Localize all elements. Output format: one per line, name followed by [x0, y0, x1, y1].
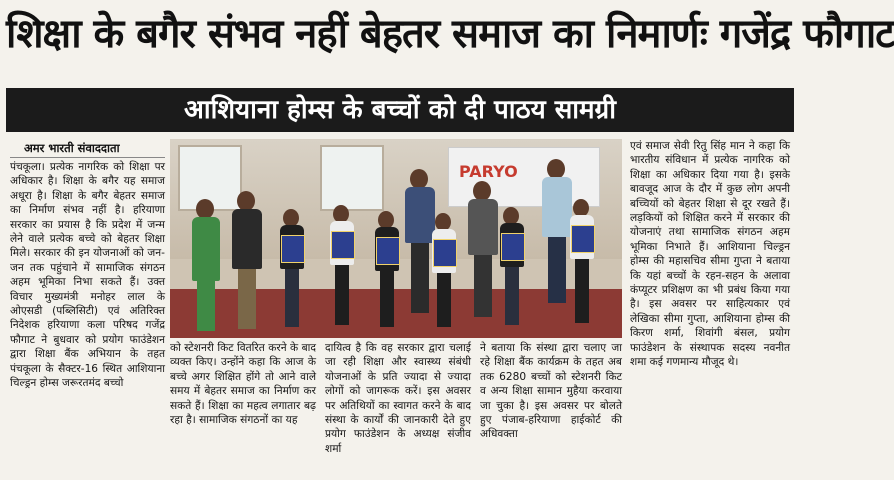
- photo-window: [320, 145, 384, 211]
- subheadline: आशियाना होम्स के बच्चों को दी पाठय सामग्री: [184, 95, 616, 125]
- headline: शिक्षा के बगैर संभव नहीं बेहतर समाज का निमार्णः गजेंद्र फौगाट: [6, 11, 894, 57]
- column-5-text: एवं समाज सेवी रितु सिंह मान ने कहा कि भारतीय संविधान में प्रत्येक नागरिक को शिक्षा का अधिकार दिया गया है। इसके बावजूद आज के दौर में कुछ लोग अपनी बच्चियों को बेहतर शिक्षा से दूर रखते हैं। लड़कियों को शिक्षित करने में सरकार की योजनाएं तथा सामाजिक संगठन अहम भूमिका निभाते हैं। आशियाना चिल्ड्रन होम्स की महासचिव सीमा गुप्ता ने बताया कि यहां बच्चों के रहन-सहन के अलावा कंप्यूटर प्रशिक्षण का भी प्रबंध किया गया है। इस अवसर पर साहित्यकार एवं लेखिका सीमा गुप्ता, आशियाना होम्स की किरण शर्मा, शिवांगी बंसल, प्रयोग फाउंडेशन के संस्थापक सदस्य नवनीत शमा कई गणमान्य मौजूद थे।: [630, 140, 790, 369]
- column-4-text: ने बताया कि संस्था द्वारा चलाए जा रहे शिक्षा बैंक कार्यक्रम के तहत अब तक 6280 बच्चों को स्टेशनरी किट व अन्य शिक्षा सामान मुहैया करवाया जा चुका है। इस अवसर पर बोलते हुए पंजाब-हरियाणा हाईकोर्ट की अधिवक्ता: [480, 342, 622, 441]
- photo-banner-text: PARYO: [459, 162, 518, 181]
- article-column-3: [325, 341, 471, 478]
- article-column-5: [630, 139, 790, 478]
- column-3-text: दायित्व है कि वह सरकार द्वारा चलाई जा रही शिक्षा और स्वास्थ्य संबंधी योजनाओं के प्रति ज्यादा से ज्यादा लोगों को जागरूक करें। इस अवसर पर अतिथियों का स्वागत करने के बाद संस्था के कार्यों की जानकारी देते हुए प्रयोग फाउंडेशन के अध्यक्ष संजीव शर्मा: [325, 342, 471, 455]
- photo-banner: [448, 147, 600, 207]
- article-column-2: [170, 341, 316, 478]
- article-column-4: [480, 341, 622, 478]
- article-column-1: [10, 160, 165, 478]
- event-photo: [170, 139, 622, 338]
- column-2-text: को स्टेशनरी किट वितरित करने के बाद व्यक्त किए। उन्होंने कहा कि आज के बच्चे अगर शिक्षित होंगे तो आने वाले समय में बेहतर समाज का निर्माण कर सकते हैं। शिक्षा का महत्व लगातार बढ़ रहा है। सामाजिक संगठनों का यह: [170, 342, 316, 427]
- column-1-text: पंचकूला। प्रत्येक नागरिक को शिक्षा पर अधिकार है। शिक्षा के बगैर यह समाज अधूरा है। शिक्षा के बगैर बेहतर समाज का निर्माण संभव नहीं है। हरियाणा सरकार का प्रयास है कि प्रदेश में जन्म लेने वाले प्रत्येक बच्चे को बेहतर शिक्षा मिले। सरकार की इन योजनाओं को जन-जन तक पहुंचाने में सामाजिक संगठन अहम भूमिका निभा सकते हैं। उक्त विचार मुख्यमंत्री मनोहर लाल के ओएसडी (पब्लिसिटी) एवं अतिरिक्त निदेशक हरियाणा कला परिषद गजेंद्र फौगाट ने बुधवार को प्रयोग फाउंडेशन द्वारा शिक्षा बैंक अभियान के तहत पंचकूला के सैक्टर-16 स्थित आशियाना चिल्ड्रन होम्स जरूरतमंद बच्चो: [10, 161, 165, 390]
- subheadline-bar: [6, 88, 794, 132]
- byline: अमर भारती संवाददाता: [10, 139, 165, 158]
